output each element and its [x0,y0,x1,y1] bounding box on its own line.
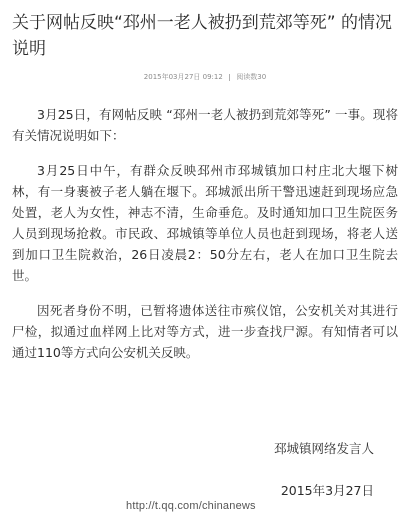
statement-date: 2015年3月27日 [280,483,374,498]
meta-divider [229,74,230,81]
paragraph-intro: 3月25日，有网帖反映 “邳州一老人被扔到荒郊等死” 一事。现将有关情况说明如下： [12,107,398,143]
article-body [12,104,398,377]
signature: 邳城镇网络发言人 [273,441,374,456]
paragraph-followup: 因死者身份不明，已暂将遗体送往市殡仪馆，公安机关对其进行尸检，拟通过血样网上比对等方式，进一步查找尸源。有知情者可以通过110等方式向公安机关反映。 [12,303,398,360]
article-meta [0,72,410,82]
read-count: 阅读数30 [236,73,267,81]
article-title: 关于网帖反映“邳州一老人被扔到荒郊等死” 的情况说明 [12,13,393,59]
publish-datetime: 2015年03月27日 09:12 [143,73,223,81]
paragraph-details: 3月25日中午，有群众反映邳州市邳城镇加口村庄北大堰下树林，有一身裹被子老人躺在堰下。邳城派出所干警迅速赶到现场应急处置，老人为女性，神志不清，生命垂危。及时通知加口卫生院医务人员到现场抢救。市民政、邳城镇等单位人员也赶到现场，将老人送到加口卫生院救治，26日凌晨2：50分左右，老人在加口卫生院去世。 [12,163,398,283]
watermark-url: http://t.qq.com/chinanews [126,500,256,512]
